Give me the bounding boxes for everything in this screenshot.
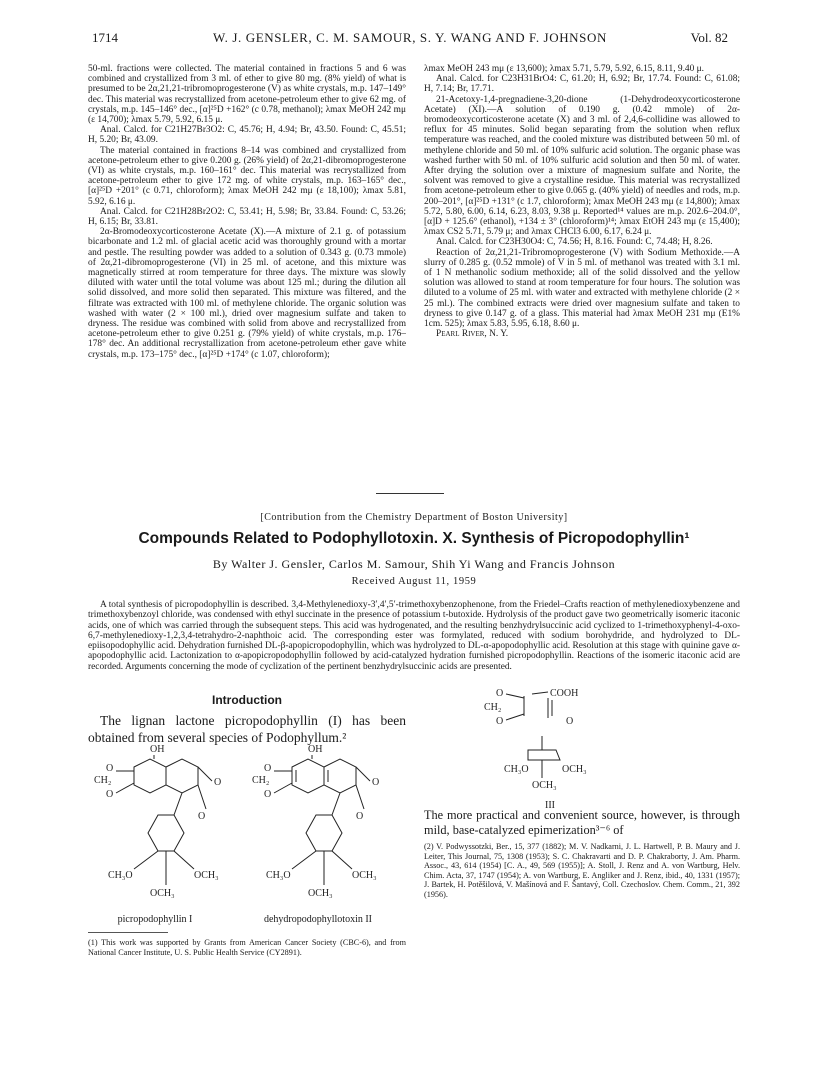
right-body-text: The more practical and convenient source, however, is through mild, base-catalyzed epimerization³⁻⁶ of bbox=[424, 808, 740, 837]
atom-label: OCH₃ bbox=[352, 870, 377, 881]
atom-label: O bbox=[106, 789, 114, 800]
atom-label: OCH₃ bbox=[150, 888, 175, 899]
left-column bbox=[88, 64, 406, 360]
footnote-2: (2) V. Podwyssotzki, Ber., 15, 377 (1882); M. V. Nadkarni, J. L. Hartwell, P. B. Maury and J. Leiter, This Journal, 75, 1308 (1953); S. C. Chakravarti and D. P. Chakraborty, J. Am. Pharm. Assoc., 43, 614 (1954) [C. A., 49, 569 (1955)]; A. Stoll, J. Renz and A. von Wartburg, Helv. Chim. Acta, 37, 1747 (1954); A. von Wartburg, E. Angliker and J. Renz, ibid., 40, 1331 (1957); J. Bartek, H. Potěšilová, V. Mašínová and F. Šantavý, Coll. Czechoslov. Chem. Comm., 21, 392 (1956). bbox=[424, 842, 740, 899]
received-date: Received August 11, 1959 bbox=[351, 576, 477, 587]
abstract: A total synthesis of picropodophyllin is described. 3,4-Methylenedioxy-3′,4′,5′-trimethoxybenzophenone, from the Friedel–Crafts reaction of methylenedioxybenzene and trimethoxybenzoyl chloride, was condensed with ethyl succinate in the presence of potassium t-butoxide. Hydrolysis of the product gave two geometrically isomeric itaconic acids, one of which was carried through the subsequent steps. This acid was hydrogenated, and the resulting benzhydrylsuccinic acid cyclized to 1-trimethoxyphenyl-4-oxo-6,7-methylenedioxy-1,2,3,4-tetrahydro-2-naphthoic acid. The corresponding ester was formylated, reduced with sodium borohydride, and hydrolyzed to DL-epiisopodophyllic acid. Dehydration furnished DL-β-apopicropodophyllin, which was hydrolyzed to DL-α-apopodophyllic acid. Resolution at this stage with quinine gave α-apopodophyllic acid. Lactonization to α-apopicropodophyllin followed by acid-catalyzed hydration furnished picropodophyllin. Reactions of the isomeric itaconic acid are recorded. Arguments concerning the mode of cyclization of the pertinent benzhydrylsuccinic acids are presented. bbox=[88, 600, 740, 672]
article-authors: By Walter J. Gensler, Carlos M. Samour, Shih Yi Wang and Francis Johnson bbox=[212, 557, 616, 571]
atom-label: O bbox=[372, 777, 380, 788]
paragraph: 2α-Bromodeoxycorticosterone Acetate (X).—A mixture of 2.1 g. of potassium bicarbonate and 1.2 ml. of glacial acetic acid was thoroughly ground with a mortar and pestle. The resulting powder was added to a solution of 0.343 g. (0.73 mmole) of 2α,21-dibromoprogesterone (VI) in 25 ml. of acetone, and this mixture was magnetically stirred at room temperature for three days. The mixture was slowly diluted with water until the total volume was about 125 ml.; during the dilution all solid dissolved, and more solid then separated. This mixture was filtered, and the filtrate was extracted with 100 ml. of methylene chloride. The organic solution was washed with water (2 × 100 ml.), dried over magnesium sulfate and taken to dryness. The residue was combined with solid from above and recrystallized from acetone-petroleum ether to give 0.251 g. (79% yield) of white crystals, m.p. 176–178° dec. An additional recrystallization from acetone-petroleum ether gave white crystals, m.p. 173–175° dec., [α]²⁵D +174° (c 1.07, chloroform); bbox=[88, 227, 406, 360]
article-title: Compounds Related to Podophyllotoxin. X. Synthesis of Picropodophyllin¹ bbox=[138, 530, 690, 547]
paragraph: The material contained in fractions 8–14 was combined and crystallized from acetone-petroleum ether to give 0.200 g. (26% yield) of 2α,21-dibromoprogesterone (VI) as white crystals, m.p. 160–161° dec. This material was recrystallized from acetone-petroleum ether to give 172 mg. of white crystals, m.p. 163–165° dec., [α]²⁵D +201° (c 0.71, chloroform); λmax MeOH 242 mμ (ε 18,100); λmax 5.81, 5.92, 6.16 μ. bbox=[88, 145, 406, 207]
atom-label: O bbox=[264, 789, 272, 800]
atom-label: OCH₃ bbox=[532, 780, 557, 791]
atom-label: OCH₃ bbox=[308, 888, 333, 899]
atom-label: OH bbox=[308, 744, 323, 755]
atom-label: COOH bbox=[550, 688, 579, 699]
structure-I-label: picropodophyllin I bbox=[117, 914, 193, 925]
atom-label: O bbox=[566, 716, 574, 727]
atom-label: O bbox=[356, 811, 364, 822]
structure-II-diagram bbox=[252, 743, 392, 911]
atom-label: O bbox=[496, 688, 504, 699]
atom-label: O bbox=[264, 763, 272, 774]
footnote-divider bbox=[88, 932, 168, 933]
structure-III-diagram bbox=[484, 686, 624, 804]
paragraph: Anal. Calcd. for C21H27Br3O2: C, 45.76; H, 4.94; Br, 43.50. Found: C, 45.51; H, 5.20; Br, 43.09. bbox=[88, 125, 406, 146]
introduction-text: The lignan lactone picropodophyllin (I) has been obtained from several species of Podophyllum.² bbox=[88, 713, 406, 745]
paragraph: 50-ml. fractions were collected. The material contained in fractions 5 and 6 was combined and crystallized from 3 ml. of ether to give 80 mg. (8% yield) of what is presumed to be 2α,21,21-tribromoprogesterone (V) as white crystals, m.p. 147–149° dec. This material was recrystallized from acetone-petroleum ether to give 62 mg. of crystals, m.p. 145–146° dec., [α]²⁵D +162° (c 0.78, methanol); λmax MeOH 242 mμ (ε 14,700); λmax 5.79, 5.92, 6.15 μ. bbox=[88, 64, 406, 126]
location-line: Pearl River, N. Y. bbox=[436, 329, 509, 340]
atom-label: OCH₃ bbox=[194, 870, 219, 881]
paragraph: Anal. Calcd. for C21H28Br2O2: C, 53.41; H, 5.98; Br, 33.84. Found: C, 53.26; H, 6.15; Br, 33.81. bbox=[88, 206, 406, 228]
section-divider bbox=[376, 493, 444, 494]
structure-I-diagram bbox=[94, 743, 234, 911]
paragraph: λmax MeOH 243 mμ (ε 13,600); λmax 5.71, 5.79, 5.92, 6.15, 8.11, 9.40 μ. bbox=[424, 64, 705, 74]
paragraph: 21-Acetoxy-1,4-pregnadiene-3,20-dione (1-Dehydrodeoxycorticosterone Acetate) (XI).—A solution of 0.190 g. (0.42 mmole) of 2α-bromodeoxycorticosterone acetate (X) and 3 ml. of 2,4,6-collidine was allowed to reflux for 45 minutes. Solid began separating from the solution when reflux temperature was reached, and the cooled mixture was distributed between 50 ml. of methylene chloride and 50 ml. of 10% sulfuric acid solution. The organic phase was washed further with 50 ml. of 10% sulfuric acid solution and then 50 ml. of water. After drying the solution over a mixture of magnesium sulfate and Norite, the solvent was removed to give a crystalline residue. This material was recrystallized from acetone-petroleum ether to give 0.065 g. (40% yield) of needles and rods, m.p. 200–201°, [α]²⁵D +131° (c 1.7, chloroform); λmax MeOH 243 mμ (ε 14,800); λmax 5.72, 5.80, 6.00, 6.14, 6.23, 8.03, 9.38 μ. Reported¹⁴ values are m.p. 202.6–204.0°, [α]D + 125.6° (ethanol), +134 ± 3° (chloroform)¹⁴; λmax EtOH 243 mμ (ε 15,400); λmax CS2 5.71, 5.79 μ; and λmax CHCl3 6.00, 6.17, 6.24 μ. bbox=[424, 94, 740, 238]
structure-II-label: dehydropodophyllotoxin II bbox=[263, 914, 373, 925]
atom-label: O bbox=[106, 763, 114, 774]
atom-label: CH₃O bbox=[504, 764, 529, 775]
atom-label: O bbox=[496, 716, 504, 727]
structure-III-label: III bbox=[545, 800, 555, 811]
atom-label: CH₃O bbox=[266, 870, 291, 881]
atom-label: CH₃O bbox=[108, 870, 133, 881]
running-header bbox=[92, 30, 728, 48]
atom-label: CH₂ bbox=[484, 702, 502, 713]
contribution-line: [Contribution from the Chemistry Department of Boston University] bbox=[260, 512, 568, 523]
header-authors: W. J. GENSLER, C. M. SAMOUR, S. Y. WANG AND F. JOHNSON bbox=[213, 30, 607, 45]
footnote-1: (1) This work was supported by Grants from American Cancer Society (CBC-6), and from National Cancer Institute, U. S. Public Health Service (CY2891). bbox=[88, 938, 406, 957]
paragraph: Reaction of 2α,21,21-Tribromoprogesterone (V) with Sodium Methoxide.—A slurry of 0.285 g. (0.52 mmole) of V in 5 ml. of methanol was treated with 3.1 ml. of 1 N methanolic sodium methoxide; all of the solid dissolved and the yellow solution was allowed to stand at room temperature for four hours. The solution was diluted to a volume of 25 ml. with water and extracted with methylene chloride (2 × 25 ml.). The combined extracts were dried over magnesium sulfate and taken to dryness to give 0.147 g. of a glass. This material had λmax MeOH 231 mμ (E1% 1cm. 525); λmax 5.83, 5.95, 6.18, 8.60 μ. bbox=[424, 247, 740, 330]
paragraph: Anal. Calcd. for C23H30O4: C, 74.56; H, 8.16. Found: C, 74.48; H, 8.26. bbox=[436, 237, 713, 248]
atom-label: O bbox=[198, 811, 206, 822]
atom-label: OH bbox=[150, 744, 165, 755]
right-column bbox=[424, 64, 740, 339]
page-number: 1714 bbox=[92, 30, 118, 45]
volume-label: Vol. 82 bbox=[690, 30, 728, 45]
section-heading: Introduction bbox=[212, 693, 282, 707]
atom-label: CH₂ bbox=[252, 775, 270, 786]
atom-label: OCH₃ bbox=[562, 764, 587, 775]
paragraph: Anal. Calcd. for C23H31BrO4: C, 61.20; H, 6.92; Br, 17.74. Found: C, 61.08; H, 7.14; Br, 17.71. bbox=[424, 74, 740, 95]
atom-label: O bbox=[214, 777, 222, 788]
atom-label: CH₂ bbox=[94, 775, 112, 786]
